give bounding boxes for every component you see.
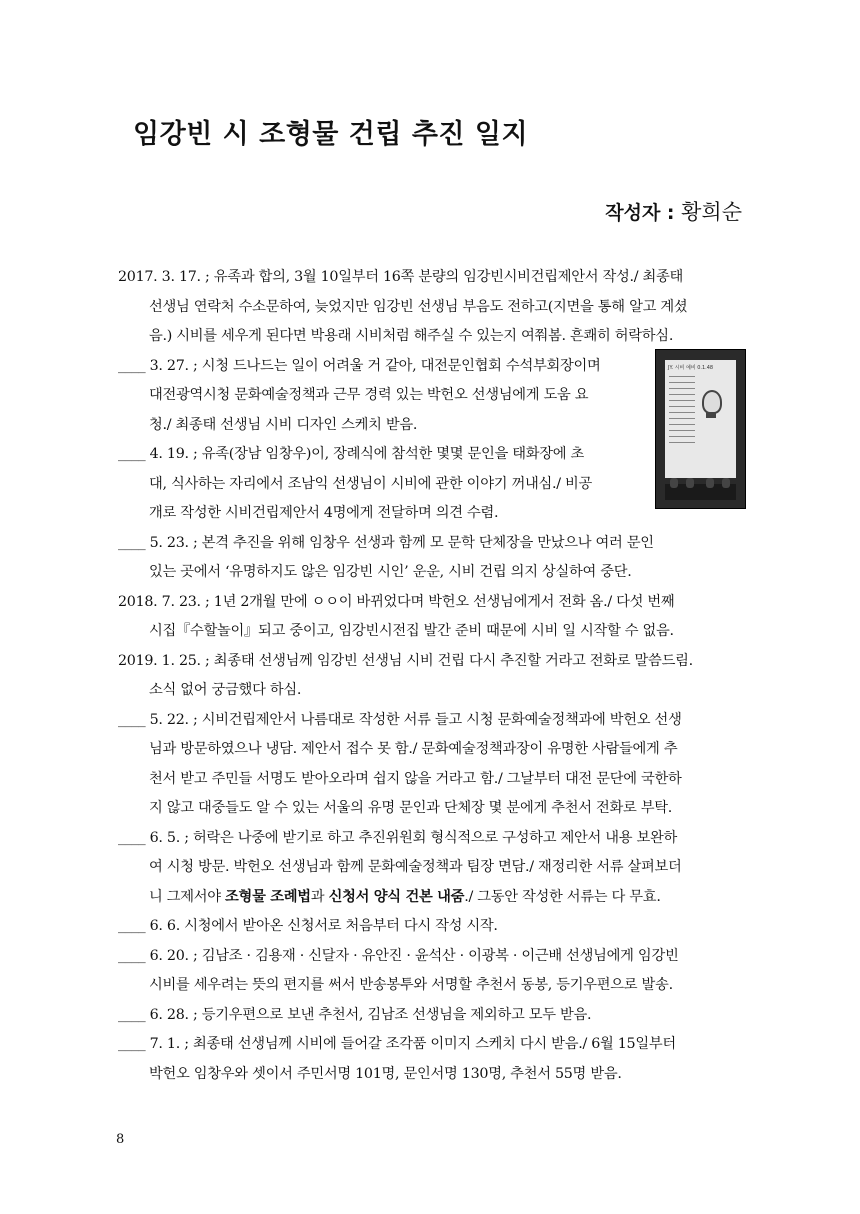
- entry-line: 2019. 1. 25. ; 최종태 선생님께 임강빈 선생님 시비 건립 다시 추진할 거라고 전화로 말씀드림.: [118, 652, 693, 669]
- log-entry: [118, 912, 742, 942]
- log-entry: [118, 1001, 742, 1031]
- entry-line: 시집『수할놀이』되고 중이고, 임강빈시전집 발간 준비 때문에 시비 일 시작할 수 없음.: [149, 623, 674, 639]
- entry-line: ____ 3. 27. ; 시청 드나드는 일이 어려울 거 같아, 대전문인협회 수석부회장이며: [118, 357, 601, 374]
- entry-line-rich: [118, 883, 742, 913]
- entry-line: ____ 7. 1. ; 최종태 선생님께 시비에 들어갈 조각품 이미지 스케치 다시 받음./ 6월 15일부터: [118, 1036, 676, 1052]
- log-entry: [118, 1030, 742, 1089]
- entry-line: 있는 곳에서 ‘유명하지도 않은 임강빈 시인’ 운운, 시비 건립 의지 상실하여 중단.: [149, 564, 632, 580]
- entry-line: ____ 6. 20. ; 김남조 · 김용재 · 신달자 · 유안진 · 윤석산 · 이광복 · 이근배 선생님에게 임강빈: [118, 947, 679, 964]
- log-entries: [118, 263, 742, 1089]
- log-entry: [118, 588, 742, 647]
- rich-mid: 과: [310, 888, 329, 905]
- entry-line: 님과 방문하였으나 냉담. 제안서 접수 못 함./ 문화예술정책과장이 유명한 사람들에게 추: [149, 741, 678, 757]
- entry-line: ____ 6. 5. ; 허락은 나중에 받기로 하고 추진위원회 형식적으로 구성하고 제안서 내용 보완하: [118, 829, 678, 846]
- log-entry: [118, 352, 742, 441]
- entry-line: 여 시청 방문. 박헌오 선생님과 함께 문화예술정책과 팀장 면담./ 재정리한 서류 살펴보더: [149, 859, 682, 875]
- entry-line: ____ 6. 6. 시청에서 받아온 신청서로 처음부터 다시 작성 시작.: [118, 918, 498, 934]
- bold-ordinance: 조형물 조례법: [225, 888, 311, 905]
- entry-line: 개로 작성한 시비건립제안서 4명에게 전달하며 의견 수렴.: [149, 505, 499, 521]
- entry-line: 2018. 7. 23. ; 1년 2개월 만에 ㅇㅇ이 바뀌었다며 박헌오 선생님에게서 전화 옴./ 다섯 번째: [118, 593, 675, 610]
- log-entry: [118, 529, 742, 588]
- entry-line: 청./ 최종태 선생님 시비 디자인 스케치 받음.: [149, 416, 418, 433]
- author-label: 작성자 :: [605, 202, 675, 224]
- author-line: [605, 196, 742, 226]
- entry-line: 박헌오 임창우와 셋이서 주민서명 101명, 문인서명 130명, 추천서 55명 받음.: [149, 1065, 622, 1082]
- sketch-caption: JY. 시비 예비 0.1.48: [668, 365, 714, 371]
- entry-line: 지 않고 대중들도 알 수 있는 서울의 유명 문인과 단체장 몇 분에게 추천서 전화로 부탁.: [149, 800, 673, 816]
- entry-line: 대전광역시청 문화예술정책과 근무 경력 있는 박헌오 선생님에게 도움 요: [149, 387, 589, 403]
- entry-line: ____ 6. 28. ; 등기우편으로 보낸 추천서, 김남조 선생님을 제외하고 모두 받음.: [118, 1006, 592, 1023]
- author-name: 황희순: [681, 200, 742, 224]
- entry-line: ____ 5. 22. ; 시비건립제안서 나름대로 작성한 서류 들고 시청 문화예술정책과에 박헌오 선생: [118, 711, 682, 728]
- log-entry: [118, 440, 742, 529]
- log-entry: [118, 942, 742, 1001]
- entry-line: 선생님 연락처 수소문하여, 늦었지만 임강빈 선생님 부음도 전하고(지면을 통해 알고 계셨: [149, 298, 688, 315]
- entry-line: ____ 5. 23. ; 본격 추진을 위해 임창우 선생과 함께 모 문학 단체장을 만났으나 여러 문인: [118, 534, 654, 551]
- log-entry: [118, 263, 742, 352]
- page-number: 8: [116, 1132, 125, 1147]
- entry-line: 대, 식사하는 자리에서 조남익 선생님이 시비에 관한 이야기 꺼내심./ 비공: [149, 475, 593, 492]
- bold-form-sample: 신청서 양식 건본 내줌: [328, 888, 465, 905]
- entry-line: 소식 없어 궁금했다 하심.: [149, 682, 302, 698]
- log-entry: [118, 706, 742, 824]
- entry-line: 음.) 시비를 세우게 된다면 박용래 시비처럼 해주실 수 있는지 여쭤봄. 흔쾌히 허락하심.: [149, 328, 674, 344]
- log-entry: [118, 824, 742, 913]
- entry-line: 천서 받고 주민들 서명도 받아오라며 쉽지 않을 거라고 함./ 그날부터 대전 문단에 국한하: [149, 770, 682, 787]
- log-entry: [118, 647, 742, 706]
- page-title: 임강빈 시 조형물 건립 추진 일지: [133, 119, 529, 150]
- entry-line: 2017. 3. 17. ; 유족과 합의, 3월 10일부터 16쪽 분량의 임강빈시비건립제안서 작성./ 최종태: [118, 269, 684, 285]
- rich-prefix: 니 그제서야: [149, 888, 226, 905]
- entry-line: 시비를 세우려는 뜻의 편지를 써서 반송봉투와 서명할 추천서 동봉, 등기우편으로 발송.: [149, 977, 673, 993]
- entry-line: ____ 4. 19. ; 유족(장남 임창우)이, 장례식에 참석한 몇몇 문인을 태화장에 초: [118, 446, 585, 462]
- rich-suffix: ./ 그동안 작성한 서류는 다 무효.: [464, 888, 661, 905]
